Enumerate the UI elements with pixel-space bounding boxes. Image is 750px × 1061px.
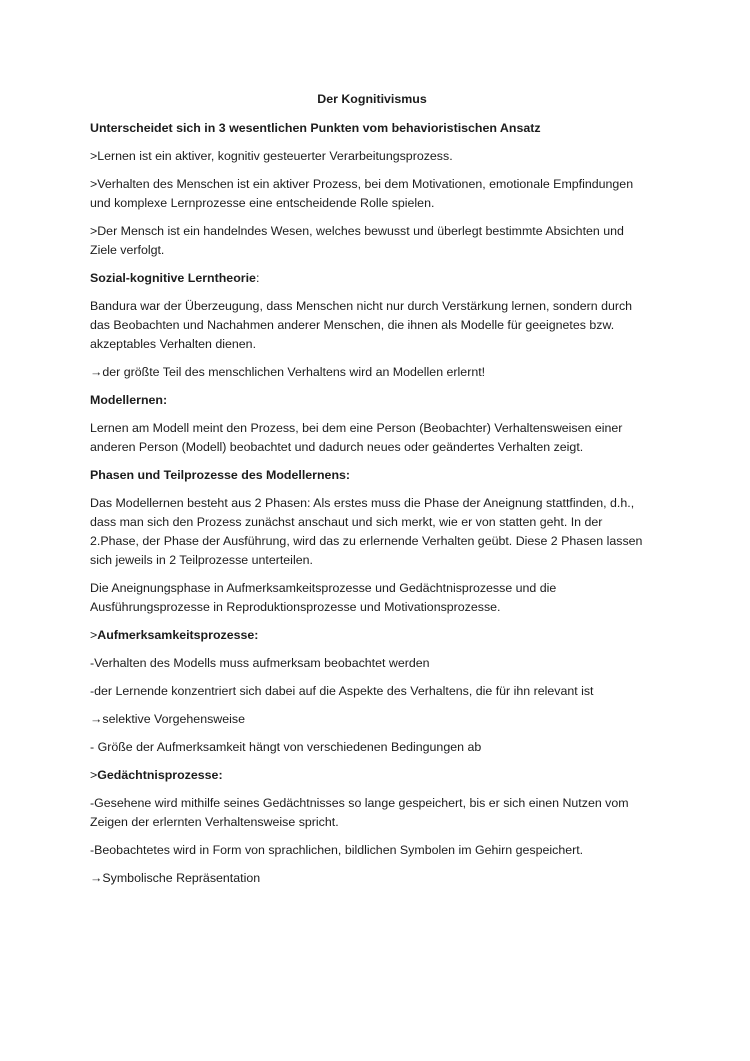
memory-point: →Symbolische Repräsentation	[90, 871, 261, 885]
attention-point: - Größe der Aufmerksamkeit hängt von verschiedenen Bedingungen ab	[90, 740, 482, 754]
heading-social-colon: :	[255, 271, 260, 285]
social-conclusion: →der größte Teil des menschlichen Verhaltens wird an Modellen erlernt!	[90, 365, 486, 379]
memory-point: -Beobachtetes wird in Form von sprachlichen, bildlichen Symbolen im Gehirn gespeichert.	[90, 843, 584, 857]
heading-memory	[90, 766, 654, 785]
phases-text: Die Aneignungsphase in Aufmerksamkeitsprozesse und Gedächtnisprozesse und die Ausführungsprozesse in Reproduktionsprozesse und Motivationsprozesse.	[90, 581, 557, 614]
memory-point: -Gesehene wird mithilfe seines Gedächtnisses so lange gespeichert, bis er sich einen Nutzen vom Zeigen der erlernten Verhaltensweise spricht.	[90, 796, 629, 829]
attention-point: -Verhalten des Modells muss aufmerksam beobachtet werden	[90, 656, 430, 670]
intro-point: >Verhalten des Menschen ist ein aktiver Prozess, bei dem Motivationen, emotionale Empfindungen und komplexe Lernprozesse eine entscheidende Rolle spielen.	[90, 177, 634, 210]
heading-phases: Phasen und Teilprozesse des Modellernens:	[90, 468, 351, 482]
intro-point: >Lernen ist ein aktiver, kognitiv gesteuerter Verarbeitungsprozess.	[90, 149, 453, 163]
heading-memory-label: Gedächtnisprozesse:	[97, 768, 223, 782]
heading-social	[90, 269, 654, 288]
intro-point: >Der Mensch ist ein handelndes Wesen, welches bewusst und überlegt bestimmte Absichten und Ziele verfolgt.	[90, 224, 624, 257]
heading-memory-prefix: >	[90, 768, 98, 782]
heading-attention-label: Aufmerksamkeitsprozesse:	[97, 628, 259, 642]
attention-point: →selektive Vorgehensweise	[90, 712, 245, 726]
model-text: Lernen am Modell meint den Prozess, bei dem eine Person (Beobachter) Verhaltensweisen einer anderen Person (Modell) beobachtet und dadurch neues oder geändertes Verhalten zeigt.	[90, 421, 623, 454]
page-title: Der Kognitivismus	[317, 92, 427, 106]
heading-intro: Unterscheidet sich in 3 wesentlichen Punkten vom behavioristischen Ansatz	[90, 121, 541, 135]
phases-text: Das Modellernen besteht aus 2 Phasen: Als erstes muss die Phase der Aneignung stattfinden, d.h., dass man sich den Prozess zunächst anschaut und sich merkt, wie er von statten geht. In der 2.Phase, der Phase der Ausführung, wird das zu erlernende Verhalten geübt. Diese 2 Phasen lassen sich jeweils in 2 Teilprozesse unterteilen.	[90, 496, 643, 567]
heading-attention-prefix: >	[90, 628, 98, 642]
heading-model: Modellernen:	[90, 393, 168, 407]
heading-attention	[90, 626, 654, 645]
attention-point: -der Lernende konzentriert sich dabei auf die Aspekte des Verhaltens, die für ihn relevant ist	[90, 684, 594, 698]
heading-social-bold: Sozial-kognitive Lerntheorie	[90, 271, 256, 285]
social-text: Bandura war der Überzeugung, dass Menschen nicht nur durch Verstärkung lernen, sondern durch das Beobachten und Nachahmen anderer Menschen, die ihnen als Modelle für geeignetes bzw. akzeptables Verhalten dienen.	[90, 299, 633, 351]
